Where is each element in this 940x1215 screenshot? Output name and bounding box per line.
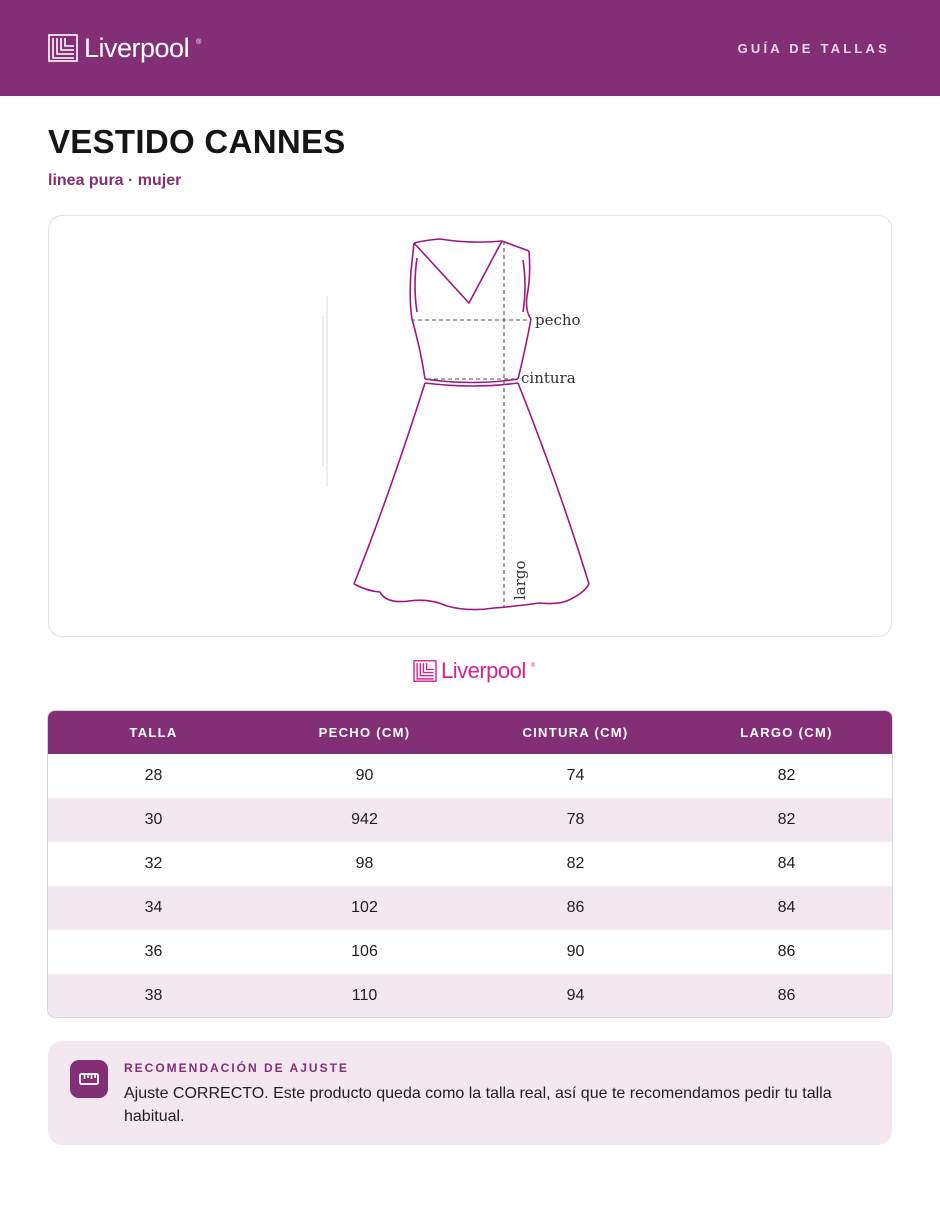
liverpool-logo-icon xyxy=(413,660,437,682)
cell-largo: 86 xyxy=(777,943,796,960)
center-logo-text: Liverpool xyxy=(441,658,526,683)
product-subtitle: linea pura · mujer xyxy=(48,172,182,189)
cell-cintura: 90 xyxy=(566,943,585,960)
size-table xyxy=(47,710,893,1018)
cell-talla: 36 xyxy=(144,943,163,960)
waist-label: cintura xyxy=(521,369,576,387)
col-header-talla: TALLA xyxy=(129,725,178,740)
table-row xyxy=(48,974,892,1018)
recommendation-label: RECOMENDACIÓN DE AJUSTE xyxy=(124,1061,349,1075)
chest-label: pecho xyxy=(535,311,581,329)
fit-recommendation xyxy=(48,1041,892,1145)
cell-talla: 28 xyxy=(144,767,163,784)
cell-largo: 82 xyxy=(777,767,796,784)
registered-mark: ® xyxy=(530,663,536,669)
table-row xyxy=(48,886,892,930)
section-label[interactable]: GUÍA DE TALLAS xyxy=(737,40,890,56)
table-row xyxy=(48,798,892,842)
brand-name: Liverpool xyxy=(84,32,190,63)
cell-pecho: 942 xyxy=(351,811,378,828)
cell-pecho: 106 xyxy=(351,943,378,960)
cell-talla: 30 xyxy=(144,811,163,828)
ruler-icon xyxy=(70,1060,108,1098)
cell-pecho: 90 xyxy=(355,767,374,784)
registered-mark: ® xyxy=(196,38,202,46)
brand-logo[interactable] xyxy=(48,34,201,62)
cell-pecho: 110 xyxy=(351,987,378,1004)
dress-diagram xyxy=(49,216,893,638)
cell-largo: 84 xyxy=(777,855,796,872)
table-row xyxy=(48,842,892,886)
product-title: VESTIDO CANNES xyxy=(48,123,346,160)
cell-cintura: 94 xyxy=(566,987,585,1004)
cell-cintura: 86 xyxy=(566,899,585,916)
center-logo xyxy=(413,660,535,682)
col-header-largo: LARGO (CM) xyxy=(740,725,833,740)
cell-talla: 34 xyxy=(144,899,163,916)
cell-talla: 38 xyxy=(144,987,163,1004)
cell-largo: 84 xyxy=(777,899,796,916)
cell-talla: 32 xyxy=(144,855,163,872)
dress-outline xyxy=(354,239,589,610)
cell-cintura: 82 xyxy=(566,855,585,872)
cell-largo: 82 xyxy=(777,811,796,828)
table-row xyxy=(48,754,892,798)
cell-largo: 86 xyxy=(777,987,796,1004)
cell-cintura: 78 xyxy=(566,811,585,828)
length-label: largo xyxy=(511,560,529,600)
table-header-row xyxy=(48,711,892,754)
recommendation-text: Ajuste CORRECTO. Este producto queda como la talla real, así que te recomendamos pedir tu talla habitual. xyxy=(124,1085,832,1125)
cell-pecho: 102 xyxy=(351,899,378,916)
liverpool-logo-icon xyxy=(48,34,78,62)
cell-pecho: 98 xyxy=(355,855,374,872)
measurement-diagram-card xyxy=(48,215,892,637)
table-row xyxy=(48,930,892,974)
cell-cintura: 74 xyxy=(566,767,585,784)
col-header-cintura: CINTURA (CM) xyxy=(522,725,629,740)
col-header-pecho: PECHO (CM) xyxy=(318,725,411,740)
page-header xyxy=(0,0,940,96)
measurement-guides xyxy=(411,241,531,608)
